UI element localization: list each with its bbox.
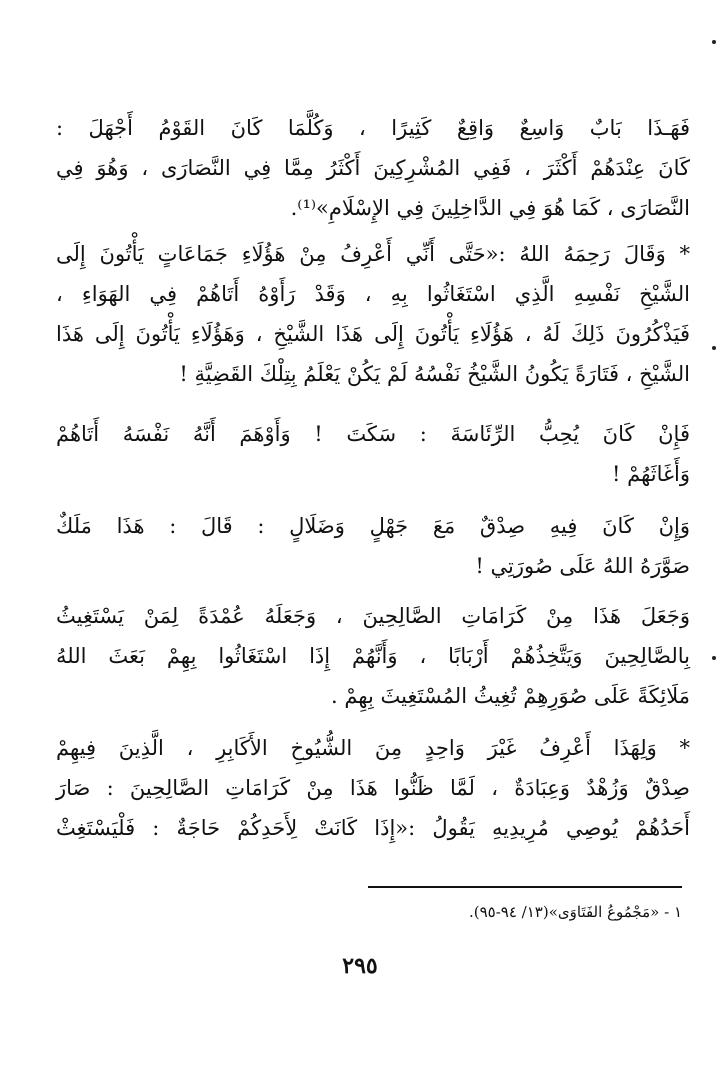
paragraph-line: فَيَذْكُرُونَ ذَلِكَ لَهُ ، هَؤُلَاءِ يَأْتُونَ إِلَى هَذَا الشَّيْخِ ، وَهَؤُلَاءِ يَأْتُونَ إِلَى هَذَا bbox=[56, 322, 690, 346]
paragraph-line: فَإِنْ كَانَ يُحِبُّ الرِّئَاسَةَ : سَكَتَ ! وَأَوْهَمَ أَنَّهُ نَفْسَهُ أَتَاهُمْ bbox=[56, 422, 690, 446]
paragraph-5 bbox=[56, 596, 690, 716]
page-number: ٢٩٥ bbox=[342, 953, 378, 979]
paragraph-1 bbox=[56, 108, 690, 228]
paragraph-line: صَوَّرَهُ اللهُ عَلَى صُورَتِي ! bbox=[475, 554, 690, 578]
paragraph-line: صِدْقٌ وَزُهْدٌ وَعِبَادَةٌ ، لَمَّا ظَنُّوا هَذَا مِنْ كَرَامَاتِ الصَّالِحِينَ : صَارَ bbox=[56, 776, 690, 800]
paragraph-4 bbox=[56, 506, 690, 586]
paragraph-line: فَهَـذَا بَابٌ وَاسِعٌ وَاقِعٌ كَثِيرًا ، وَكُلَّمَا كَانَ القَوْمُ أَجْهَلَ : bbox=[56, 116, 690, 140]
paragraph-3 bbox=[56, 414, 690, 494]
margin-dot-lower bbox=[712, 656, 716, 660]
paragraph-line: وَجَعَلَ هَذَا مِنْ كَرَامَاتِ الصَّالِحِينَ ، وَجَعَلَهُ عُمْدَةً لِمَنْ يَسْتَغِيثُ bbox=[56, 604, 690, 628]
footnote: ١ - «مَجْمُوعُ الفَتَاوَى»(١٣/ ٩٤-٩٥). bbox=[468, 903, 682, 921]
paragraph-line: الشَّيْخِ نَفْسِهِ الَّذِي اسْتَغَاثُوا بِهِ ، وَقَدْ رَأَوْهُ أَتَاهُمْ فِي الهَوَاءِ ، bbox=[56, 282, 690, 306]
paragraph-line: الشَّيْخِ ، فَتَارَةً يَكُونُ الشَّيْخُ نَفْسُهُ لَمْ يَكُنْ يَعْلَمُ بِتِلْكَ القَضِيَّةِ ! bbox=[179, 362, 690, 386]
footnote-divider bbox=[368, 886, 682, 888]
paragraph-line: كَانَ عِنْدَهُمْ أَكْثَرَ ، فَفِي المُشْرِكِينَ أَكْثَرُ مِمَّا فِي النَّصَارَى ، وَهُوَ فِي bbox=[56, 156, 690, 180]
paragraph-6 bbox=[56, 728, 690, 848]
paragraph-2 bbox=[56, 234, 690, 394]
margin-dot-top bbox=[712, 40, 716, 44]
paragraph-line: وَأَغَاثَهُمْ ! bbox=[612, 462, 690, 486]
margin-dot-middle bbox=[712, 346, 716, 350]
paragraph-line: * وَلِهَذَا أَعْرِفُ غَيْرَ وَاحِدٍ مِنَ الشُّيُوخِ الأَكَابِرِ ، الَّذِينَ فِيهِمْ bbox=[56, 736, 690, 760]
paragraph-line: النَّصَارَى ، كَمَا هُوَ فِي الدَّاخِلِينَ فِي الإِسْلَامِ»⁽¹⁾. bbox=[290, 196, 690, 220]
paragraph-line: بِالصَّالِحِينَ وَيَتَّخِذُهُمْ أَرْبَابًا ، وَأَنَّهُمْ إِذَا اسْتَغَاثُوا بِهِمْ بَعَثَ اللهُ bbox=[56, 644, 690, 668]
paragraph-line: مَلَائِكَةً عَلَى صُوَرِهِمْ تُغِيثُ المُسْتَغِيثَ بِهِمْ . bbox=[330, 684, 690, 708]
paragraph-line: وَإِنْ كَانَ فِيهِ صِدْقٌ مَعَ جَهْلٍ وَضَلَالٍ : قَالَ : هَذَا مَلَكٌ bbox=[56, 514, 690, 538]
paragraph-line: أَحَدُهُمْ يُوصِي مُرِيدِيهِ يَقُولُ :«إِذَا كَانَتْ لِأَحَدِكُمْ حَاجَةٌ : فَلْيَسْتَغِثْ bbox=[56, 816, 690, 840]
paragraph-line: * وَقَالَ رَحِمَهُ اللهُ :«حَتَّى أَنِّي أَعْرِفُ مِنْ هَؤُلَاءِ جَمَاعَاتٍ يَأْتُونَ إِلَى bbox=[56, 242, 690, 266]
